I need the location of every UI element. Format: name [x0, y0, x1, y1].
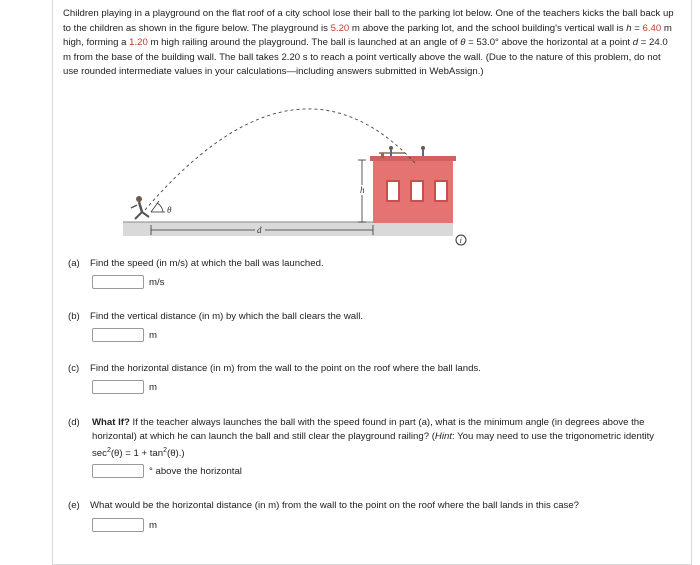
unit-label: m [149, 381, 157, 393]
part-a [68, 257, 678, 271]
h-symbol: h [626, 22, 632, 34]
child-figure [421, 146, 425, 150]
h-label: h [360, 185, 365, 195]
svg-text:i: i [459, 236, 462, 245]
unit-label: ° above the horizontal [149, 465, 242, 477]
answer-input-e[interactable] [92, 518, 144, 532]
answer-row-b [92, 326, 157, 344]
part-question: Find the vertical distance (in m) by which the ball clears the wall. [90, 311, 364, 322]
window [435, 181, 447, 201]
part-letter: (c) [68, 363, 80, 374]
problem-text: Children playing in a playground on the flat roof of a city school lose their ball to the parking lot below. One of the teachers kicks the ball back up to the children as shown in the figure below. The playground is [63, 8, 674, 34]
child-figure [389, 146, 393, 150]
problem-text: m above the parking lot, and the school building's vertical wall is [349, 22, 627, 34]
angle-ray [151, 201, 159, 212]
problem-text: m high railing around the playground. The ball is launched at an angle of [147, 37, 461, 48]
part-letter: (a) [68, 258, 80, 269]
part-question-text: : You may need to use the trigonometric identity sec [92, 431, 655, 460]
answer-input-d[interactable] [92, 464, 144, 478]
part-question-text: If the teacher always launches the ball with the speed found in part (a), what is the minimum angle (in degrees above the horizontal) at which he can launch the ball and still clear the playground railing? ( [92, 417, 645, 442]
unit-label: m/s [149, 276, 165, 288]
problem-text: m high, forming a [63, 22, 672, 48]
answer-input-a[interactable] [92, 275, 144, 289]
d-label: d [257, 225, 262, 235]
problem-text: = 53.0° above the horizontal at a point [465, 37, 633, 48]
superscript: 2 [163, 447, 168, 454]
answer-row-e [92, 516, 157, 534]
angle-arc [157, 203, 163, 212]
part-question [92, 416, 678, 461]
d-symbol: d [632, 37, 639, 48]
playground-height-value: 5.20 [330, 22, 350, 34]
teacher-figure [135, 212, 142, 219]
part-e [68, 499, 678, 513]
answer-row-d [92, 462, 242, 480]
hint-label: Hint [434, 431, 452, 442]
window [387, 181, 399, 201]
what-if-label: What If? [92, 417, 130, 428]
part-question-text: (θ) = 1 + tan [110, 448, 164, 460]
theta-symbol: θ [460, 37, 466, 48]
teacher-figure [142, 212, 149, 217]
part-question-text: (θ).) [167, 448, 185, 460]
problem-text: = [631, 22, 643, 34]
teacher-figure [131, 205, 137, 208]
wall-height-value: 6.40 [642, 22, 662, 34]
part-question: What would be the horizontal distance (in m) from the wall to the point on the roof where the ball lands in this case? [90, 500, 580, 511]
railing-height-value: 1.20 [129, 37, 148, 48]
part-d [68, 416, 678, 461]
answer-input-b[interactable] [92, 328, 144, 342]
theta-label: θ [167, 205, 172, 215]
part-c [68, 362, 678, 376]
part-letter: (d) [68, 417, 80, 428]
part-question: Find the horizontal distance (in m) from the wall to the point on the roof where the ball lands. [90, 363, 481, 374]
window [411, 181, 423, 201]
problem-statement [63, 7, 677, 80]
teacher-figure [139, 202, 142, 212]
part-letter: (e) [68, 500, 80, 511]
answer-input-c[interactable] [92, 380, 144, 394]
part-question: Find the speed (in m/s) at which the ball was launched. [90, 258, 324, 269]
unit-label: m [149, 519, 157, 531]
answer-row-a [92, 273, 164, 291]
part-b [68, 310, 678, 324]
answer-row-c [92, 378, 157, 396]
teacher-figure [136, 196, 142, 202]
problem-text: = 24.0 m from the base of the building wall. The ball takes 2.20 s to reach a point vertically above the wall. (Due to the nature of this problem, do not use rounded intermediate values in your calculations—including answers submitted in WebAssign.) [63, 37, 668, 77]
superscript: 2 [106, 447, 111, 454]
unit-label: m [149, 329, 157, 341]
info-icon[interactable] [455, 234, 467, 246]
projectile-figure [115, 95, 475, 255]
part-letter: (b) [68, 311, 80, 322]
ground [123, 222, 453, 236]
